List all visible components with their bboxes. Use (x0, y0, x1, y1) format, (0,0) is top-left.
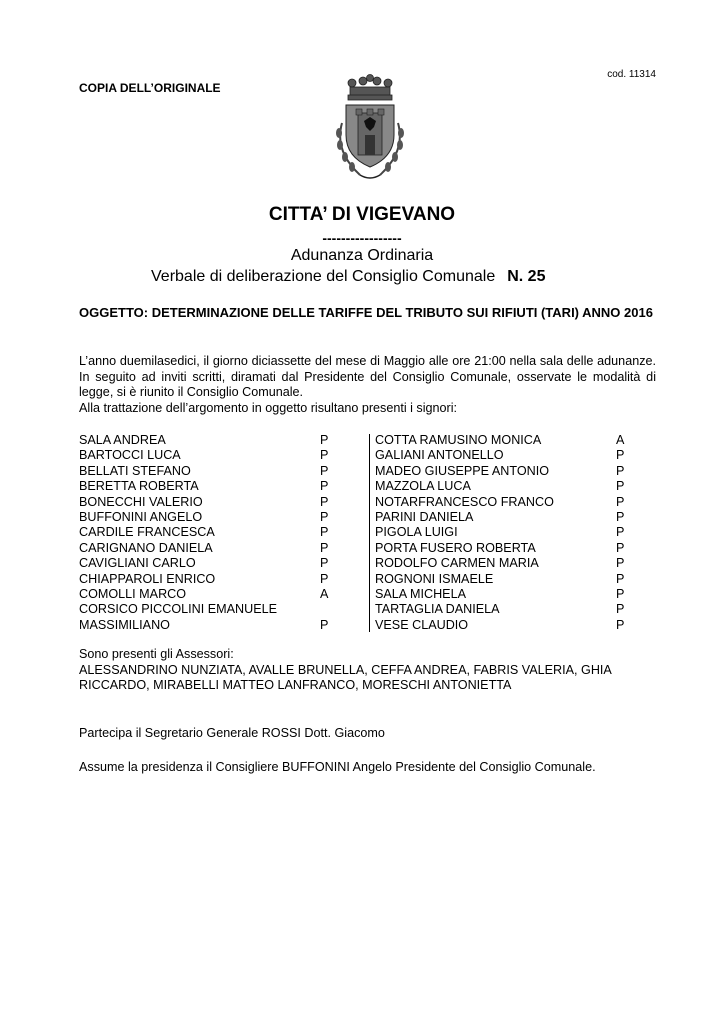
document-code: cod. 11314 (607, 69, 656, 80)
attendance-row (375, 448, 656, 463)
attendance-row (79, 464, 369, 479)
attendance-row (79, 448, 369, 463)
member-status: P (320, 509, 329, 524)
attendance-left-column (79, 433, 369, 633)
attendance-row (375, 587, 656, 602)
attendance-intro: Alla trattazione dell’argomento in oggetto risultano presenti i signori: (79, 400, 458, 415)
verbale-line (151, 268, 545, 286)
member-status: P (616, 556, 625, 571)
member-status: P (616, 448, 625, 463)
member-name: BUFFONINI ANGELO (79, 509, 203, 524)
member-status: P (320, 617, 329, 632)
member-name: SALA MICHELA (375, 586, 466, 601)
attendance-row (79, 495, 369, 510)
deliberation-number: N. 25 (507, 268, 546, 285)
attendance-row (375, 525, 656, 540)
attendance-row (375, 464, 656, 479)
member-status: P (616, 509, 625, 524)
member-name: CHIAPPAROLI ENRICO (79, 571, 216, 586)
presidency-line: Assume la presidenza il Consigliere BUFFONINI Angelo Presidente del Consiglio Comunale. (79, 760, 596, 774)
intro-paragraph (79, 354, 656, 416)
attendance-row (79, 618, 369, 633)
column-divider (369, 434, 370, 632)
assessori-section (79, 647, 656, 694)
attendance-row (375, 433, 656, 448)
member-status: P (320, 463, 329, 478)
session-type: Adunanza Ordinaria (290, 247, 434, 264)
attendance-row (79, 525, 369, 540)
secretary-line: Partecipa il Segretario Generale ROSSI Dott. Giacomo (79, 726, 385, 740)
member-status: P (616, 494, 625, 509)
member-name: MADEO GIUSEPPE ANTONIO (375, 463, 550, 478)
attendance-right-column (375, 433, 656, 633)
member-name: TARTAGLIA DANIELA (375, 602, 500, 617)
title-dashes: ----------------- (322, 230, 402, 246)
member-status: P (616, 571, 625, 586)
member-name: SALA ANDREA (79, 433, 166, 447)
member-name: MASSIMILIANO (79, 617, 170, 632)
member-status: P (320, 571, 329, 586)
verbale-label: Verbale di deliberazione del Consiglio Comunale (151, 268, 496, 285)
member-name: NOTARFRANCESCO FRANCO (375, 494, 554, 509)
member-name: COMOLLI MARCO (79, 586, 187, 601)
attendance-row (375, 556, 656, 571)
attendance-row (79, 556, 369, 571)
member-status: P (320, 448, 329, 463)
member-name: BARTOCCI LUCA (79, 448, 181, 463)
member-name: RODOLFO CARMEN MARIA (375, 556, 539, 571)
assessori-names: ALESSANDRINO NUNZIATA, AVALLE BRUNELLA, CEFFA ANDREA, FABRIS VALERIA, GHIA RICCARDO, MIRABELLI MATTEO LANFRANCO, MORESCHI ANTONIETTA (79, 662, 612, 692)
subject: OGGETTO: DETERMINAZIONE DELLE TARIFFE DEL TRIBUTO SUI RIFIUTI (TARI) ANNO 2016 (79, 305, 653, 320)
member-name: ROGNONI ISMAELE (375, 571, 494, 586)
member-name: BERETTA ROBERTA (79, 479, 199, 494)
attendance-row (375, 495, 656, 510)
member-name: BONECCHI VALERIO (79, 494, 203, 509)
attendance-row (375, 618, 656, 633)
member-name: BELLATI STEFANO (79, 463, 191, 478)
city-crest-icon (330, 73, 410, 185)
copy-label: COPIA DELL’ORIGINALE (79, 81, 221, 95)
member-name: CORSICO PICCOLINI EMANUELE (79, 602, 278, 617)
member-name: COTTA RAMUSINO MONICA (375, 433, 542, 447)
intro-text: L’anno duemilasedici, il giorno diciassette del mese di Maggio alle ore 21:00 nella sala delle adunanze. In seguito ad inviti scritti, diramati dal Presidente del Consiglio Comunale, osservate le modalità di legge, si è riunito il Consiglio Comunale. (79, 354, 656, 399)
member-name: VESE CLAUDIO (375, 617, 469, 632)
member-name: PIGOLA LUIGI (375, 525, 458, 540)
member-name: PARINI DANIELA (375, 509, 474, 524)
member-status: P (320, 540, 329, 555)
member-status: P (320, 525, 329, 540)
attendance-row (375, 572, 656, 587)
member-status: P (616, 540, 625, 555)
attendance-row (79, 433, 369, 448)
attendance-row (375, 541, 656, 556)
attendance-row (375, 479, 656, 494)
attendance-row (79, 572, 369, 587)
member-status: A (320, 586, 329, 601)
member-status: P (616, 525, 625, 540)
member-status: P (320, 494, 329, 509)
member-status: P (320, 433, 329, 447)
member-status: P (616, 602, 625, 617)
attendance-table (79, 433, 656, 633)
attendance-row (79, 479, 369, 494)
attendance-row (79, 602, 369, 617)
member-status: P (320, 479, 329, 494)
member-name: CARIGNANO DANIELA (79, 540, 213, 555)
member-status: P (616, 586, 625, 601)
city-title: CITTA’ DI VIGEVANO (268, 204, 456, 225)
member-status: P (616, 617, 625, 632)
member-name: CAVIGLIANI CARLO (79, 556, 196, 571)
member-name: MAZZOLA LUCA (375, 479, 471, 494)
attendance-row (79, 587, 369, 602)
attendance-row (375, 510, 656, 525)
member-name: GALIANI ANTONELLO (375, 448, 504, 463)
member-status: P (616, 479, 625, 494)
attendance-row (79, 541, 369, 556)
member-name: PORTA FUSERO ROBERTA (375, 540, 536, 555)
member-status: A (616, 433, 625, 447)
member-status: P (320, 556, 329, 571)
assessori-label: Sono presenti gli Assessori: (79, 647, 234, 661)
attendance-row (375, 602, 656, 617)
attendance-row (79, 510, 369, 525)
member-status: P (616, 463, 625, 478)
member-name: CARDILE FRANCESCA (79, 525, 215, 540)
